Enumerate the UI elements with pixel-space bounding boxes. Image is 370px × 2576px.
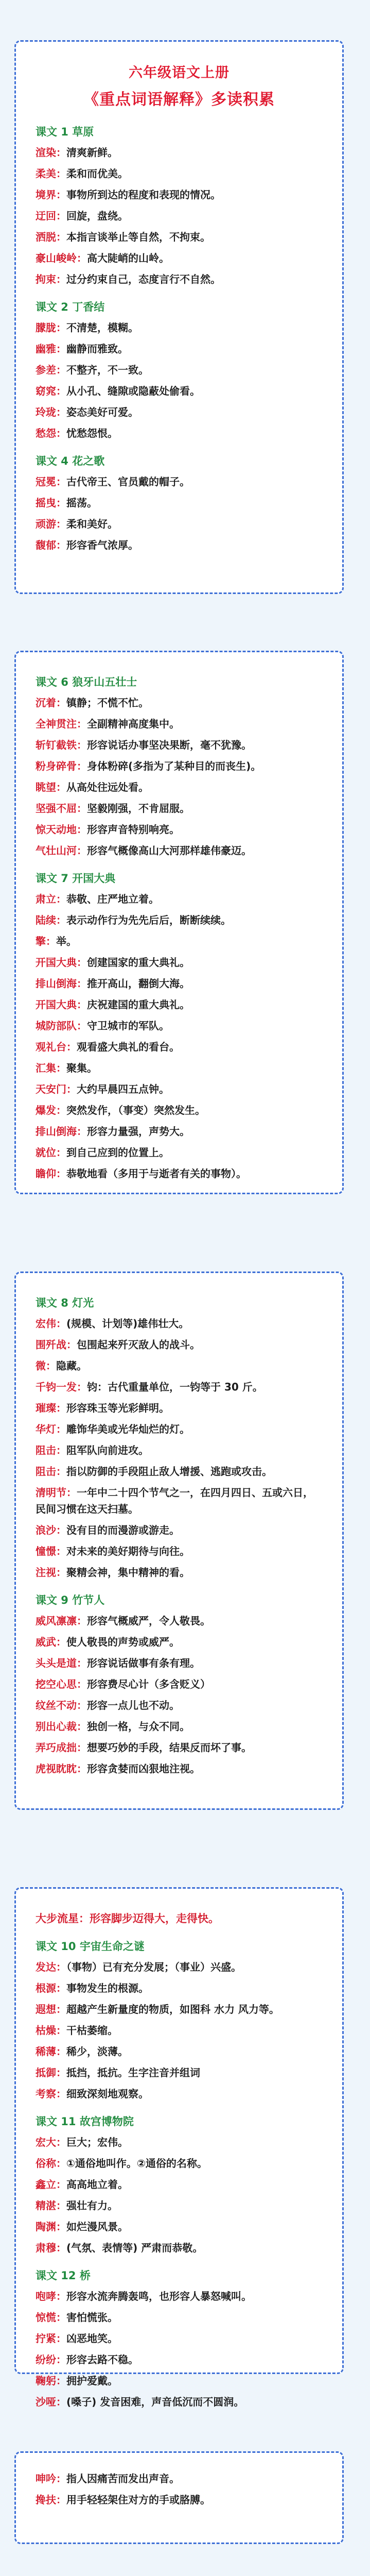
vocab-entry — [36, 1564, 323, 1581]
vocab-term: 豪山峻岭： — [36, 252, 87, 264]
vocab-term: 观礼台： — [36, 1041, 77, 1053]
vocab-term: 鞠躬： — [36, 2375, 66, 2387]
vocab-definition: 包围起来歼灭敌人的战斗。 — [77, 1338, 200, 1351]
vocab-definition: 聚集。 — [66, 1062, 97, 1074]
vocab-card-3 — [14, 1272, 344, 1810]
vocab-entry — [36, 341, 323, 357]
vocab-entry — [36, 165, 323, 182]
vocab-definition: 如烂漫风景。 — [66, 2221, 128, 2233]
vocab-term: 憧憬： — [36, 1545, 66, 1557]
vocab-term: 发达： — [36, 1961, 66, 1973]
vocab-term: 咆哮： — [36, 2290, 66, 2302]
vocab-definition: 细致深刻地观察。 — [66, 2088, 149, 2100]
vocab-entry — [36, 1543, 323, 1560]
vocab-term: 坚强不屈： — [36, 802, 87, 815]
vocab-term: 窈窕： — [36, 385, 66, 397]
vocab-term: 开国大典： — [36, 956, 87, 969]
vocab-term: 别出心裁： — [36, 1720, 87, 1733]
vocab-term: 呻吟： — [36, 2472, 66, 2485]
vocab-definition: (气氛、表情等) 严肃而恭敬。 — [66, 2242, 203, 2254]
vocab-term: 迂回： — [36, 210, 66, 222]
vocab-term: 擎： — [36, 935, 56, 947]
vocab-entry — [36, 2197, 323, 2214]
vocab-card-1 — [14, 40, 344, 594]
vocab-entry — [36, 1718, 323, 1735]
vocab-term: 沙哑： — [36, 2396, 66, 2408]
vocab-term: 眺望： — [36, 781, 66, 793]
vocab-entry — [36, 2351, 323, 2368]
vocab-term: 玲珑： — [36, 406, 66, 418]
vocab-entry — [36, 1144, 323, 1161]
vocab-definition: 表示动作行为先先后后，断断续续。 — [66, 914, 231, 926]
vocab-definition: 突然发作，（事变）突然发生。 — [66, 1104, 205, 1116]
vocab-definition: 巨大；宏伟。 — [66, 2136, 128, 2148]
lesson-heading: 课文 4 花之歌 — [36, 455, 105, 467]
lesson-heading: 课文 9 竹节人 — [36, 1594, 105, 1606]
vocab-term: 柔美： — [36, 167, 66, 180]
vocab-entry — [36, 1379, 323, 1395]
vocab-entry — [36, 2394, 323, 2410]
vocab-entry — [36, 1081, 323, 1097]
vocab-term: 纹丝不动： — [36, 1699, 87, 1711]
vocab-entry — [36, 2155, 323, 2172]
vocab-definition: 形容力量强，声势大。 — [87, 1125, 190, 1138]
vocab-term: 全神贯注： — [36, 718, 87, 730]
vocab-entry — [36, 758, 323, 774]
vocab-term: 弄巧成拙： — [36, 1741, 87, 1754]
vocab-entry — [36, 2022, 323, 2039]
vocab-definition: 推开高山，翻倒大海。 — [87, 977, 190, 990]
lesson-heading: 课文 7 开国大典 — [36, 872, 116, 885]
vocab-term: 俗称： — [36, 2157, 66, 2170]
vocab-definition: 事物所到达的程度和表现的情况。 — [66, 189, 221, 201]
vocab-term: 开国大典： — [36, 998, 87, 1011]
vocab-definition: 大约早晨四五点钟。 — [77, 1083, 169, 1095]
vocab-term: 瞻仰： — [36, 1167, 66, 1180]
vocab-term: 考察： — [36, 2088, 66, 2100]
vocab-entry — [36, 2218, 323, 2235]
vocab-entry — [36, 1315, 323, 1332]
vocab-entry — [36, 383, 323, 399]
vocab-definition: 想要巧妙的手段，结果反而坏了事。 — [87, 1741, 252, 1754]
vocab-definition: (规模、计划等)雄伟壮大。 — [66, 1317, 189, 1330]
vocab-term: 馥郁： — [36, 539, 66, 551]
vocab-term: 朦胧： — [36, 321, 66, 334]
vocab-entry — [36, 1336, 323, 1353]
vocab-definition: 超越产生新量度的物质，如图科 水力 风力等。 — [66, 2003, 279, 2015]
vocab-term: 冠冕： — [36, 476, 66, 488]
lesson-heading: 课文 6 狼牙山五壮士 — [36, 676, 137, 688]
vocab-term: 拘束： — [36, 273, 66, 285]
vocab-definition: 对未来的美好期待与向往。 — [66, 1545, 190, 1557]
vocab-entry — [36, 1655, 323, 1671]
vocab-term: 惊慌： — [36, 2311, 66, 2324]
vocab-definition: ①通俗地叫作。②通俗的名称。 — [66, 2157, 207, 2170]
vocab-entry — [36, 473, 323, 490]
vocab-term: 稀薄： — [36, 2045, 66, 2058]
vocab-term: 鑫立： — [36, 2178, 66, 2191]
vocab-term: 千钧一发： — [36, 1381, 87, 1393]
vocab-definition: 事物发生的根源。 — [66, 1982, 149, 1994]
vocab-term: 沉着： — [36, 697, 66, 709]
vocab-definition: 不清楚，模糊。 — [66, 321, 138, 334]
vocab-definition: 摇荡。 — [66, 497, 97, 509]
lesson-heading: 课文 12 桥 — [36, 2269, 91, 2282]
vocab-definition: 形容气概像高山大河那样雄伟豪迈。 — [87, 844, 252, 857]
vocab-definition: 稀少，淡薄。 — [66, 2045, 128, 2058]
vocab-term: 顽游： — [36, 518, 66, 530]
vocab-term: 虎视眈眈： — [36, 1762, 87, 1775]
vocab-definition: 幽静而雅致。 — [66, 343, 128, 355]
vocab-entry — [36, 250, 323, 266]
vocab-definition: 观看盛大典礼的看台。 — [77, 1041, 180, 1053]
lesson-heading: 课文 8 灯光 — [36, 1297, 94, 1309]
lesson-heading: 课文 11 故宫博物院 — [36, 2115, 134, 2128]
vocab-term: 爆发： — [36, 1104, 66, 1116]
vocab-term: 阻击： — [36, 1444, 66, 1456]
vocab-term: 排山倒海： — [36, 1125, 87, 1138]
vocab-entry — [36, 1739, 323, 1756]
vocab-definition: 聚精会神，集中精神的看。 — [66, 1566, 190, 1579]
vocab-definition: 抵挡，抵抗。生字注音并组词 — [66, 2066, 200, 2079]
vocab-definition: 忧愁怨恨。 — [66, 427, 118, 439]
vocab-entry — [36, 229, 323, 245]
vocab-term: 精湛： — [36, 2199, 66, 2212]
vocab-definition: 形容水流奔腾轰鸣，也形容人暴怒喊叫。 — [66, 2290, 252, 2302]
vocab-entry — [36, 1463, 323, 1480]
vocab-entry — [36, 1676, 323, 1692]
vocab-definition: 举。 — [56, 935, 77, 947]
vocab-entry — [36, 537, 323, 553]
vocab-definition: 形容费尽心计（多含贬义） — [87, 1678, 210, 1690]
vocab-term: 围歼战： — [36, 1338, 77, 1351]
vocab-term: 渲染： — [36, 146, 66, 159]
vocab-definition: 隐藏。 — [56, 1360, 87, 1372]
vocab-entry — [36, 2086, 323, 2102]
vocab-definition: 形容说话办事坚决果断，毫不犹豫。 — [87, 739, 252, 751]
vocab-term: 摇曳： — [36, 497, 66, 509]
vocab-entry — [36, 2330, 323, 2347]
vocab-term: 璀璨： — [36, 1402, 66, 1414]
vocab-entry — [36, 1018, 323, 1034]
document-title: 六年级语文上册 — [129, 65, 230, 81]
vocab-entry — [36, 1697, 323, 1714]
vocab-entry — [36, 996, 323, 1013]
vocab-term: 威风凛凛： — [36, 1615, 87, 1627]
vocab-definition: 过分约束自己，态度言行不自然。 — [66, 273, 221, 285]
vocab-definition: 创建国家的重大典礼。 — [87, 956, 190, 969]
vocab-card-5 — [14, 2451, 344, 2544]
vocab-definition: 柔和而优美。 — [66, 167, 128, 180]
vocab-definition: 形容珠玉等光彩鲜明。 — [66, 1402, 169, 1414]
vocab-entry — [36, 779, 323, 795]
vocab-entry — [36, 1959, 323, 1975]
vocab-term: 陆续： — [36, 914, 66, 926]
vocab-term: 排山倒海： — [36, 977, 87, 990]
vocab-entry — [36, 2309, 323, 2326]
vocab-entry — [36, 495, 323, 511]
vocab-entry — [36, 716, 323, 732]
vocab-definition: 本指言谈举止等自然，不拘束。 — [66, 231, 210, 243]
vocab-definition: 阻军队向前进攻。 — [66, 1444, 149, 1456]
vocab-definition: 姿态美好可爱。 — [66, 406, 138, 418]
vocab-entry — [36, 2288, 323, 2304]
vocab-term: 华灯： — [36, 1423, 66, 1435]
vocab-entry — [36, 737, 323, 753]
vocab-term: 气壮山河： — [36, 844, 87, 857]
vocab-definition: 柔和美好。 — [66, 518, 118, 530]
vocab-entry — [36, 144, 323, 161]
vocab-definition: 身体粉碎(多指为了某种目的而丧生)。 — [87, 760, 261, 772]
vocab-card-4 — [14, 1887, 344, 2408]
vocab-entry — [36, 1522, 323, 1538]
vocab-definition: (嗓子) 发音困难，声音低沉而不圆润。 — [66, 2396, 244, 2408]
vocab-entry — [36, 2134, 323, 2150]
vocab-term: 肃穆： — [36, 2242, 66, 2254]
vocab-term: 肃立： — [36, 893, 66, 905]
vocab-definition: 一年中二十四个节气之一，在四月四日、五或六日，民间习惯在这天扫墓。 — [36, 1486, 313, 1515]
vocab-entry — [36, 1421, 323, 1437]
vocab-entry — [36, 2470, 323, 2487]
vocab-definition: 干枯萎缩。 — [66, 2024, 118, 2037]
vocab-definition: 全副精神高度集中。 — [87, 718, 180, 730]
vocab-term: 幽雅： — [36, 343, 66, 355]
vocab-term: 阻击： — [36, 1465, 66, 1478]
vocab-definition: 指以防御的手段阻止敌人增援、逃跑或攻击。 — [66, 1465, 272, 1478]
vocab-entry — [36, 1634, 323, 1650]
vocab-definition: 清爽新鲜。 — [66, 146, 118, 159]
vocab-entry — [36, 1400, 323, 1416]
vocab-term: 清明节： — [36, 1486, 77, 1499]
vocab-entry — [36, 425, 323, 442]
vocab-entry — [36, 271, 323, 287]
vocab-term: 汇集： — [36, 1062, 66, 1074]
vocab-definition: 凶恶地笑。 — [66, 2332, 118, 2345]
vocab-definition: 形容声音特别响亮。 — [87, 823, 180, 836]
vocab-term: 参差： — [36, 364, 66, 376]
vocab-definition: 不整齐，不一致。 — [66, 364, 149, 376]
vocab-term: 斩钉截铁： — [36, 739, 87, 751]
vocab-definition: 高大陡峭的山岭。 — [87, 252, 169, 264]
vocab-term: 境界： — [36, 189, 66, 201]
vocab-definition: 高高地立着。 — [66, 2178, 128, 2191]
vocab-definition: 恭敬地看（多用于与逝者有关的事物）。 — [66, 1167, 246, 1180]
vocab-term: 枯燥： — [36, 2024, 66, 2037]
vocab-definition: 形容一点儿也不动。 — [87, 1699, 180, 1711]
vocab-definition: 害怕慌张。 — [66, 2311, 118, 2324]
vocab-definition: （事物）已有充分发展；（事业）兴盛。 — [66, 1961, 241, 1973]
vocab-entry — [36, 1123, 323, 1140]
vocab-definition: 到自己应到的位置上。 — [66, 1146, 169, 1159]
vocab-definition: 拥护爱戴。 — [66, 2375, 118, 2387]
vocab-entry — [36, 2064, 323, 2081]
vocab-entry — [36, 2492, 323, 2508]
vocab-entry — [36, 362, 323, 378]
vocab-entry — [36, 1484, 323, 1517]
vocab-definition: 雕饰华美或光华灿烂的灯。 — [66, 1423, 190, 1435]
vocab-definition: 庆祝建国的重大典礼。 — [87, 998, 190, 1011]
vocab-entry — [36, 1060, 323, 1076]
vocab-definition: 钧：古代重量单位，一钧等于 30 斤。 — [87, 1381, 263, 1393]
vocab-entry — [36, 1980, 323, 1996]
vocab-term: 纷纷： — [36, 2353, 66, 2366]
vocab-definition: 使人敬畏的声势或威严。 — [66, 1636, 180, 1648]
vocab-definition: 形容气概威严，令人敬畏。 — [87, 1615, 210, 1627]
vocab-definition: 用手轻轻架住对方的手或胳膊。 — [66, 2494, 210, 2506]
vocab-term: 就位： — [36, 1146, 66, 1159]
vocab-term: 宏伟： — [36, 1317, 66, 1330]
vocab-entry — [36, 208, 323, 224]
vocab-entry — [36, 187, 323, 203]
vocab-definition: 独创一格，与众不同。 — [87, 1720, 190, 1733]
vocab-term: 城防部队： — [36, 1020, 87, 1032]
vocab-definition: 没有目的而漫游或游走。 — [66, 1524, 180, 1536]
lesson-heading: 课文 2 丁香结 — [36, 301, 105, 313]
vocab-term: 浪沙： — [36, 1524, 66, 1536]
vocab-entry — [36, 912, 323, 928]
vocab-term: 根源： — [36, 1982, 66, 1994]
vocab-term: 拧紧： — [36, 2332, 66, 2345]
vocab-definition: 从小孔、缝隙或隐蔽处偷看。 — [66, 385, 200, 397]
vocab-entry — [36, 1760, 323, 1777]
vocab-definition: 形容贪婪而凶狠地注视。 — [87, 1762, 200, 1775]
vocab-definition: 回旋，盘绕。 — [66, 210, 128, 222]
vocab-definition: 守卫城市的军队。 — [87, 1020, 169, 1032]
vocab-card-2 — [14, 651, 344, 1194]
document-subtitle: 《重点词语解释》多读积累 — [83, 91, 275, 109]
vocab-term: 威武： — [36, 1636, 66, 1648]
vocab-definition: 强壮有力。 — [66, 2199, 118, 2212]
vocab-entry — [36, 2240, 323, 2256]
vocab-term: 陶渊： — [36, 2221, 66, 2233]
vocab-entry — [36, 319, 323, 336]
vocab-entry — [36, 2043, 323, 2060]
vocab-entry — [36, 1358, 323, 1374]
lesson-heading: 课文 10 宇宙生命之谜 — [36, 1940, 145, 1953]
vocab-entry — [36, 2176, 323, 2193]
vocab-entry — [36, 842, 323, 859]
vocab-term: 微： — [36, 1360, 56, 1372]
vocab-term: 遐想： — [36, 2003, 66, 2015]
continued-entry: 大步流星：形容脚步迈得大，走得快。 — [36, 1912, 219, 1925]
vocab-term: 天安门： — [36, 1083, 77, 1095]
vocab-definition: 形容去路不稳。 — [66, 2353, 138, 2366]
vocab-entry — [36, 800, 323, 817]
vocab-entry — [36, 1442, 323, 1459]
vocab-term: 注视： — [36, 1566, 66, 1579]
vocab-definition: 形容香气浓厚。 — [66, 539, 138, 551]
vocab-definition: 镇静；不慌不忙。 — [66, 697, 149, 709]
vocab-entry — [36, 1039, 323, 1055]
vocab-term: 粉身碎骨： — [36, 760, 87, 772]
vocab-definition: 古代帝王、官员戴的帽子。 — [66, 476, 190, 488]
vocab-entry — [36, 516, 323, 532]
vocab-term: 抵御： — [36, 2066, 66, 2079]
lesson-heading: 课文 1 草原 — [36, 126, 94, 138]
vocab-term: 头头是道： — [36, 1657, 87, 1669]
vocab-entry — [36, 1165, 323, 1182]
vocab-entry — [36, 891, 323, 907]
vocab-term: 搀扶： — [36, 2494, 66, 2506]
vocab-entry — [36, 2372, 323, 2389]
vocab-entry — [36, 821, 323, 838]
vocab-definition: 形容说话做事有条有理。 — [87, 1657, 200, 1669]
vocab-term: 惊天动地： — [36, 823, 87, 836]
vocab-term: 宏大： — [36, 2136, 66, 2148]
vocab-term: 洒脱： — [36, 231, 66, 243]
vocab-entry — [36, 975, 323, 992]
vocab-entry — [36, 954, 323, 971]
vocab-definition: 指人因痛苦而发出声音。 — [66, 2472, 180, 2485]
vocab-entry — [36, 1613, 323, 1629]
vocab-entry — [36, 2001, 323, 2018]
vocab-entry — [36, 1102, 323, 1118]
vocab-definition: 从高处往远处看。 — [66, 781, 149, 793]
vocab-definition: 恭敬、庄严地立着。 — [66, 893, 159, 905]
vocab-term: 挖空心思： — [36, 1678, 87, 1690]
vocab-entry — [36, 694, 323, 711]
vocab-definition: 坚毅刚强，不肯屈服。 — [87, 802, 190, 815]
vocab-entry — [36, 933, 323, 950]
vocab-entry — [36, 404, 323, 420]
vocab-term: 愁怨： — [36, 427, 66, 439]
